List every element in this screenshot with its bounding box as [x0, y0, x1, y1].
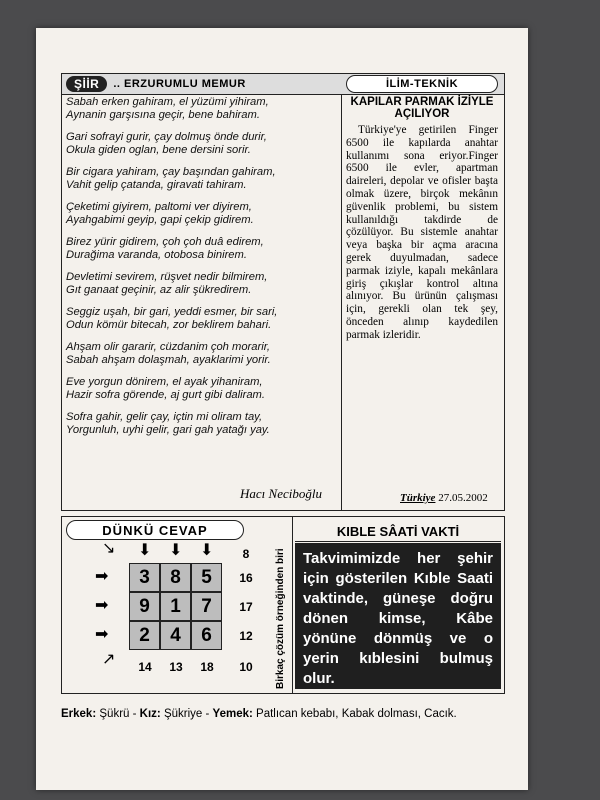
puzzle-cell: 9	[129, 592, 160, 621]
poem-stanza	[66, 166, 336, 192]
poem-line: Gıt ganaat geçinir, az alir şükredirem.	[66, 284, 252, 296]
down-arrow-icon: ⬇	[138, 542, 152, 559]
kiz-label: Kız:	[139, 708, 161, 720]
column-sum: 18	[200, 660, 214, 674]
down-arrow-icon: ⬇	[169, 542, 183, 559]
news-source-name: Türkiye	[400, 492, 436, 504]
poem	[66, 96, 336, 446]
poet-signature: Hacı Neciboğlu	[240, 486, 322, 501]
poem-stanza	[66, 411, 336, 437]
poem-line: Ahşam olir gararir, cüzdanim çoh morarir,	[66, 341, 270, 353]
puzzle-cell: 1	[160, 592, 191, 621]
poem-title: .. ERZURUMLU MEMUR	[113, 78, 246, 90]
bottom-section	[61, 516, 505, 694]
poem-line: Ayahgabimi geyip, gapi çekip gidirem.	[66, 214, 254, 226]
column-sum: 14	[138, 660, 152, 674]
poem-line: Gari sofrayi gurir, çay dolmuş önde durir,	[66, 131, 267, 143]
kiz-value: Şükriye	[163, 708, 203, 720]
poem-line: Devletimi sevirem, rüşvet nedir bilmirem,	[66, 271, 268, 283]
section-header	[62, 74, 504, 95]
news-date: 27.05.2002	[438, 492, 488, 504]
yemek-label: Yemek:	[212, 708, 253, 720]
right-arrow-icon: ➡	[95, 568, 109, 585]
poem-line: Yorgunluh, uyhi gelir, gari gah yatağı yay.	[66, 424, 270, 436]
top-section	[61, 73, 505, 511]
row-sum: 12	[239, 629, 253, 643]
news-source	[400, 492, 488, 504]
poem-line: Eve yorgun dönirem, el ayak yihaniram,	[66, 376, 263, 388]
erkek-value: Şükrü	[99, 708, 130, 720]
poem-line: Çeketimi giyirem, paltomi ver diyirem,	[66, 201, 252, 213]
puzzle-title: DÜNKÜ CEVAP	[66, 520, 244, 540]
poem-line: Birez yürir gidirem, çoh çoh duâ edirem,	[66, 236, 264, 248]
news-body: Türkiye'ye getirilen Finger 6500 ile kapılarda anahtar kullanımı sona eriyor.Finger 6500 ile evler, apartman daireleri, depolar ve ofisler başta olmak üzere, birçok mekânın güvenlik problemi, bu sistem kullanıldığı takdirde de çözülüyor. Bu sistemle anahtar veya başka bir açma aracına gerek duyulmadan, sadece parmak iziyle, kapalı mekânlara giriş çıkışlar kontrol altına alınıyor. Bu ürünün çalışması için, gerekli olan tek şey, önceden alınıp kaydedilen parmak izleridir.	[346, 124, 498, 341]
poem-line: Aynanin garşısına geçir, bene bahiram.	[66, 109, 260, 121]
poem-line: Hazir sofra görende, aj gurt gibi daliram.	[66, 389, 265, 401]
poem-stanza	[66, 271, 336, 297]
puzzle-cell: 5	[191, 563, 222, 592]
row-sum: 17	[239, 600, 253, 614]
poem-line: Sabah erken gahiram, el yüzümi yihiram,	[66, 96, 269, 108]
puzzle-side-label: Birkaç çözüm örneğinden biri	[275, 548, 286, 689]
news-title: KAPILAR PARMAK İZİYLE AÇILIYOR	[350, 96, 494, 120]
puzzle-area	[62, 517, 292, 695]
diagonal-arrow-icon: ↗	[102, 651, 116, 668]
puzzle-cell: 3	[129, 563, 160, 592]
poem-stanza	[66, 306, 336, 332]
yemek-value: Patlıcan kebabı, Kabak dolması, Cacık.	[256, 708, 457, 720]
puzzle-cell: 7	[191, 592, 222, 621]
poem-stanza	[66, 236, 336, 262]
puzzle-cell: 6	[191, 621, 222, 650]
poem-line: Durağima varanda, otobosa binirem.	[66, 249, 247, 261]
poem-stanza	[66, 376, 336, 402]
puzzle-cell: 8	[160, 563, 191, 592]
poem-stanza	[66, 341, 336, 367]
poem-line: Sabah ahşam dolaşmah, ayaklarimi yorir.	[66, 354, 271, 366]
puzzle-cell: 4	[160, 621, 191, 650]
erkek-label: Erkek:	[61, 708, 97, 720]
siir-tag: ŞİİR	[66, 76, 107, 92]
diagonal-arrow-icon: ↘	[102, 540, 116, 557]
column-sum: 13	[169, 660, 183, 674]
row-sum: 16	[239, 571, 253, 585]
names-footer: Erkek: Şükrü - Kız: Şükriye - Yemek: Patlıcan kebabı, Kabak dolması, Cacık.	[61, 708, 457, 720]
poem-line: Seggiz uşah, bir gari, yeddi esmer, bir sari,	[66, 306, 278, 318]
puzzle-cell: 2	[129, 621, 160, 650]
puzzle-divider	[292, 517, 293, 693]
ilim-teknik-tag: İLİM-TEKNİK	[346, 75, 498, 93]
poem-stanza	[66, 96, 336, 122]
kible-title: KIBLE SÂATİ VAKTİ	[295, 521, 501, 542]
news-article	[346, 96, 498, 342]
kible-box	[295, 543, 501, 689]
kible-text: Takvimimizde her şehir için gösterilen Kıble Saati vaktinde, güneşe doğru dönen kimse, Kâbe yönüne dönmüş ve o yerin kıblesini bulmuş olur.	[303, 550, 493, 687]
poem-line: Vahit gelip çatanda, giravati tahiram.	[66, 179, 247, 191]
down-arrow-icon: ⬇	[200, 542, 214, 559]
calendar-page	[36, 28, 528, 790]
poem-line: Bir cigara yahiram, çay başından gahiram,	[66, 166, 276, 178]
column-divider	[341, 94, 342, 510]
right-arrow-icon: ➡	[95, 626, 109, 643]
diagonal-sum-bottom: 10	[239, 660, 253, 674]
right-arrow-icon: ➡	[95, 597, 109, 614]
poem-stanza	[66, 201, 336, 227]
poem-stanza	[66, 131, 336, 157]
diagonal-sum-top: 8	[242, 547, 250, 561]
poem-line: Odun kömür bitecah, zor beklirem bahari.	[66, 319, 272, 331]
poem-line: Sofra gahir, gelir çay, içtin mi oliram tay,	[66, 411, 263, 423]
poem-line: Okula giden oglan, bene dersini sorir.	[66, 144, 251, 156]
